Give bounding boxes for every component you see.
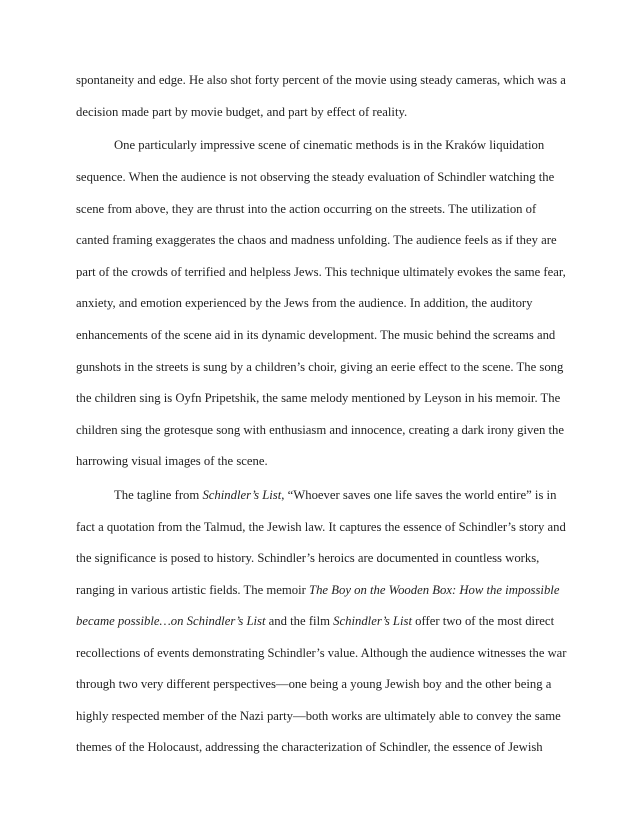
text-line <box>76 420 564 440</box>
text-line <box>76 643 566 663</box>
text-run: harrowing visual images of the scene. <box>76 454 268 468</box>
text-line <box>76 167 554 187</box>
text-line <box>76 548 539 568</box>
text-run: themes of the Holocaust, addressing the characterization of Schindler, the essence of Jewish <box>76 740 543 754</box>
text-line <box>76 293 532 313</box>
text-run: through two very different perspectives—one being a young Jewish boy and the other being a <box>76 677 552 691</box>
text-run: spontaneity and edge. He also shot forty percent of the movie using steady cameras, which was a <box>76 73 566 87</box>
text-run: enhancements of the scene aid in its dynamic development. The music behind the screams and <box>76 328 556 342</box>
text-line <box>76 325 555 345</box>
memoir-title: became possible…on Schindler’s List <box>76 614 266 628</box>
memoir-title: The Boy on the Wooden Box: How the impossible <box>309 583 560 597</box>
text-line <box>76 199 536 219</box>
text-run: anxiety, and emotion experienced by the Jews from the audience. In addition, the auditory <box>76 296 533 310</box>
text-line <box>76 451 268 471</box>
text-line <box>76 230 557 250</box>
text-run: decision made part by movie budget, and part by effect of reality. <box>76 105 408 119</box>
text-line <box>76 102 407 122</box>
text-line <box>76 674 551 694</box>
text-run: The tagline from <box>114 488 203 502</box>
text-run: the significance is posed to history. Schindler’s heroics are documented in countless works, <box>76 551 540 565</box>
text-line <box>76 737 543 757</box>
text-run: highly respected member of the Nazi party—both works are ultimately able to convey the same <box>76 709 561 723</box>
text-run: part of the crowds of terrified and helpless Jews. This technique ultimately evokes the same fear, <box>76 265 566 279</box>
text-run: and the film <box>265 614 334 628</box>
text-run: recollections of events demonstrating Schindler’s value. Although the audience witnesses the war <box>76 646 567 660</box>
text-run: ranging in various artistic fields. The memoir <box>76 583 310 597</box>
text-line <box>114 485 556 505</box>
text-run: fact a quotation from the Talmud, the Jewish law. It captures the essence of Schindler’s story and <box>76 520 566 534</box>
text-line <box>114 135 544 155</box>
text-line <box>76 388 560 408</box>
text-line <box>76 262 566 282</box>
text-line <box>76 611 554 631</box>
text-run: offer two of the most direct <box>411 614 555 628</box>
text-run: , “Whoever saves one life saves the world entire” is in <box>281 488 557 502</box>
text-run: One particularly impressive scene of cinematic methods is in the Kraków liquidation <box>114 138 545 152</box>
film-title: Schindler’s List <box>202 488 282 502</box>
text-line <box>76 706 561 726</box>
film-title: Schindler’s List <box>333 614 412 628</box>
text-run: children sing the grotesque song with enthusiasm and innocence, creating a dark irony given the <box>76 423 564 437</box>
text-run: the children sing is Oyfn Pripetshik, the same melody mentioned by Leyson in his memoir. The <box>76 391 561 405</box>
text-run: sequence. When the audience is not observing the steady evaluation of Schindler watching the <box>76 170 555 184</box>
text-line <box>76 357 563 377</box>
text-line <box>76 580 559 600</box>
text-line <box>76 517 566 537</box>
text-run: gunshots in the streets is sung by a children’s choir, giving an eerie effect to the scene. The song <box>76 360 564 374</box>
text-line <box>76 70 566 90</box>
text-run: scene from above, they are thrust into the action occurring on the streets. The utilization of <box>76 202 537 216</box>
text-run: canted framing exaggerates the chaos and madness unfolding. The audience feels as if they are <box>76 233 557 247</box>
